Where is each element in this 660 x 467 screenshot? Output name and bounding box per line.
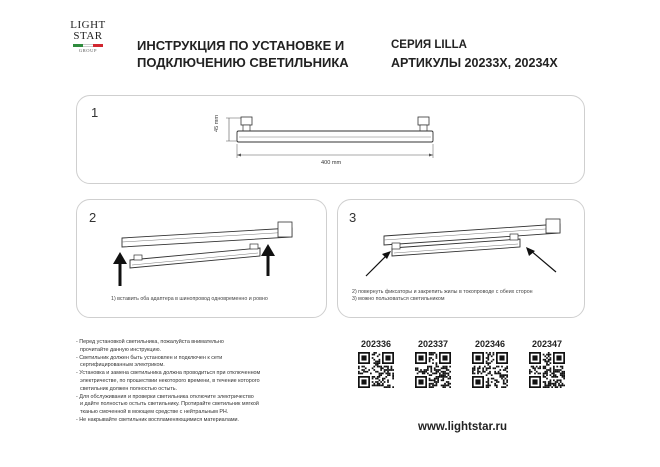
brand-line3: GROUP xyxy=(78,48,98,53)
flag-bars xyxy=(73,44,103,47)
flag-bar-green xyxy=(73,44,83,47)
note-line: - Установка и замена светильника должна проводиться при отключенном xyxy=(76,370,261,377)
step3-caption-line1: 2) повернуть фиксаторы и закрепить жилы в токопроводе с обеих сторон xyxy=(352,289,533,295)
qr-code-icon[interactable] xyxy=(415,352,451,388)
step1-number: 1 xyxy=(91,105,99,120)
note-line: - Перед установкой светильника, пожалуйста внимательно xyxy=(76,339,224,345)
step3-diagram xyxy=(360,210,580,292)
note-line: - Для обслуживания и проверки светильника отключите электричество xyxy=(76,393,254,400)
note-line: и дайте полностью остыть светильнику. Протирайте светильник мягкой xyxy=(80,401,259,408)
qr-label-202337: 202337 xyxy=(417,339,449,349)
flag-bar-white xyxy=(83,44,93,47)
qr-code-icon[interactable] xyxy=(358,352,394,388)
brand-logo xyxy=(66,20,110,76)
articles-label: АРТИКУЛЫ 20233X, 20234X xyxy=(391,56,558,70)
note-line: - Не накрывайте светильник воспламеняющимися материалами. xyxy=(76,416,240,423)
step3-caption xyxy=(352,289,533,303)
qr-label-202347: 202347 xyxy=(531,339,563,349)
step1-width-label: 400 mm xyxy=(321,160,342,166)
note-line: - Светильник должен быть установлен и подключен к сети xyxy=(76,354,223,361)
qr-label-202346: 202346 xyxy=(474,339,506,349)
brand-line2: STAR xyxy=(73,30,103,42)
note-line: светильник должен полностью остыть. xyxy=(80,385,178,392)
step2-diagram xyxy=(100,210,320,292)
note-line: тканью смоченной в моющем средстве с нейтральным PH. xyxy=(80,409,229,416)
flag-bar-red xyxy=(93,44,103,47)
step3-number: 3 xyxy=(349,210,357,225)
step1-height-label: 45 mm xyxy=(214,114,220,132)
step2-number: 2 xyxy=(89,210,97,225)
qr-label-202336: 202336 xyxy=(360,339,392,349)
document-title xyxy=(137,37,367,71)
series-label: СЕРИЯ LILLA xyxy=(391,39,467,51)
safety-notes xyxy=(76,339,346,425)
note-line: сертифицированным электриком. xyxy=(80,362,165,369)
step1-diagram xyxy=(215,110,455,178)
website-link[interactable]: www.lightstar.ru xyxy=(418,421,508,433)
step2-caption: 1) вставить оба адаптера в шинопровод одновременно и ровно xyxy=(111,296,268,302)
title-line1: ИНСТРУКЦИЯ ПО УСТАНОВКЕ И xyxy=(137,38,345,53)
qr-code-icon[interactable] xyxy=(529,352,565,388)
brand-line1: LIGHT xyxy=(70,19,106,31)
step3-caption-line2: 3) можно пользоваться светильником xyxy=(352,296,445,302)
title-line2: ПОДКЛЮЧЕНИЮ СВЕТИЛЬНИКА xyxy=(137,55,349,70)
note-line: электричестве, по прошествии некоторого времени, в течение которого xyxy=(80,377,260,384)
note-line: прочитайте данную инструкцию. xyxy=(80,346,162,353)
qr-code-icon[interactable] xyxy=(472,352,508,388)
